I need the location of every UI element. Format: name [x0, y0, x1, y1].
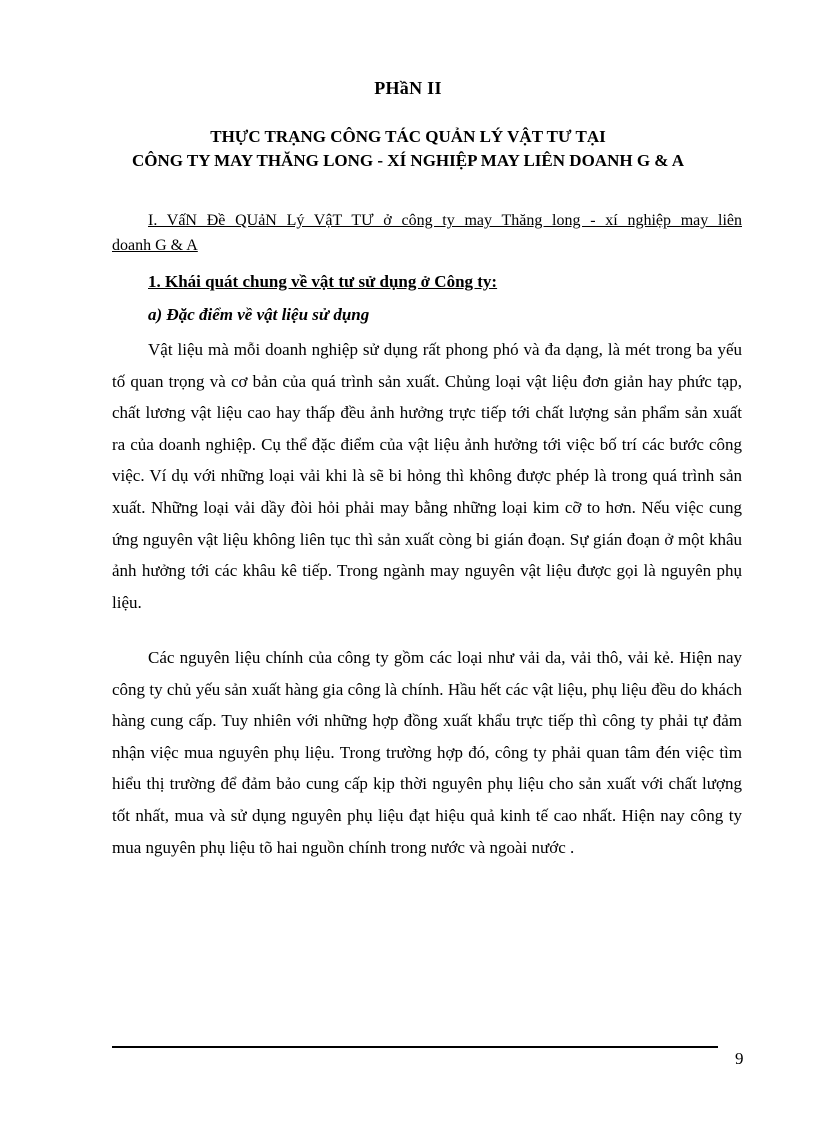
subheading-general-overview: 1. Khái quát chung về vật tư sử dụng ở Công ty:: [148, 272, 498, 291]
main-title-line-1: THỰC TRẠNG CÔNG TÁC QUẢN LÝ VẬT TƯ TẠI: [210, 127, 606, 146]
paragraph-materials-overview: Vật liệu mà mỗi doanh nghiệp sử dụng rất phong phó và đa dạng, là mét trong ba yếu tố quan trọng và cơ bản của quá trình sản xuất. Chủng loại vật liệu đơn giản hay phức tạp, chất lương vật liệu cao hay thấp đều ảnh hưởng trực tiếp tới chất lượng sản phẩm sản xuất ra của doanh nghiệp. Cụ thể đặc điểm của vật liệu ảnh hưởng tới việc bố trí các bước công việc. Ví dụ với những loại vải khi là sẽ bi hỏng thì không được phép là trong quá trình sản xuất. Những loại vải dầy đòi hỏi phải may bằng những loại kim cỡ to hơn. Nếu việc cung ứng nguyên vật liệu không liên tục thì sản xuất còng bi gián đoạn. Sự gián đoạn ở một khâu ảnh hưởng tới các khâu kê tiếp. Trong ngành may nguyên vật liệu được gọi là nguyên phụ liệu.: [112, 340, 742, 612]
subheading-material-characteristics: a) Đặc điểm về vật liệu sử dụng: [148, 305, 370, 324]
section-heading-line-1: I. VấN Đề QUảN Lý VậT TƯ ở công ty may Thăng long - xí nghiệp may liên: [148, 212, 742, 229]
footer-divider: [112, 1046, 718, 1048]
page-number: 9: [735, 1049, 744, 1068]
part-title: PHầN II: [374, 78, 442, 98]
main-title-line-2: CÔNG TY MAY THĂNG LONG - XÍ NGHIỆP MAY LIÊN DOANH G & A: [131, 151, 685, 170]
section-heading-line-2: doanh G & A: [112, 237, 198, 254]
paragraph-main-materials: Các nguyên liệu chính của công ty gồm các loại như vải da, vải thô, vải kẻ. Hiện nay công ty chủ yếu sản xuất hàng gia công là chính. Hầu hết các vật liệu, phụ liệu đều do khách hàng cung cấp. Tuy nhiên với những hợp đồng xuất khẩu trực tiếp thì công ty phải tự đảm nhận việc mua nguyên phụ liệu. Trong trường hợp đó, công ty phải quan tâm đén việc tìm hiểu thị trường để đảm bảo cung cấp kịp thời nguyên phụ liệu cho sản xuất với chất lượng tốt nhất, mua và sử dụng nguyên phụ liệu đạt hiệu quả kinh tế cao nhất. Hiện nay công ty mua nguyên phụ liệu tõ hai nguồn chính trong nước và ngoài nước .: [112, 648, 742, 857]
